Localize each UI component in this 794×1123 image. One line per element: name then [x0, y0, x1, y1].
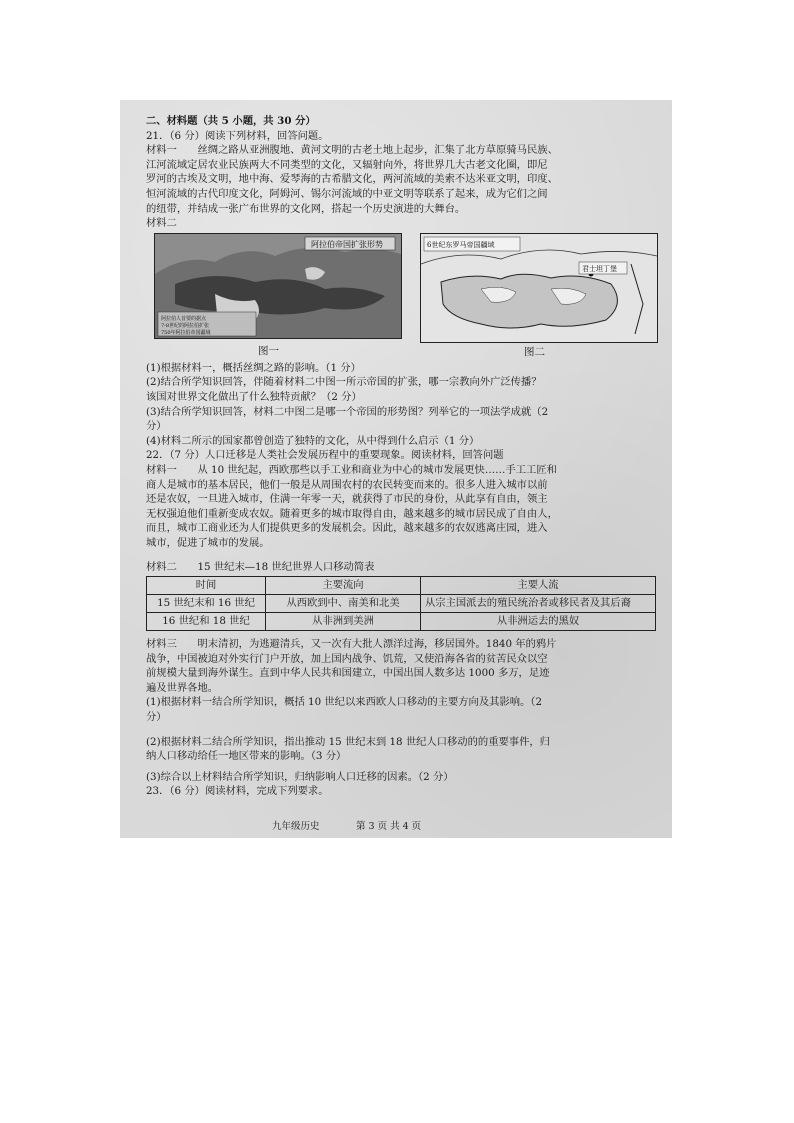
q22-question: (1)根据材料一结合所学知识，概括 10 世纪以来西欧人口移动的主要方向及其影响。（2 [146, 696, 543, 709]
q22-question: (2)根据材料二结合所学知识，指出推动 15 世纪末到 18 世纪人口移动的的重要事件，归 [146, 735, 550, 748]
q21-question: 分） [146, 420, 167, 433]
q22-material3-line: 前规模大量到海外谋生。直到中华人民共和国建立，中国出国人数多达 1000 多万，足迹 [146, 667, 550, 680]
q21-material1-line: 恒河流域的古代印度文化，阿姆河、锡尔河流域的中亚文明等联系了起来，成为它们之间 [146, 187, 548, 200]
table-caption: 材料二 15 世纪末—18 世纪世界人口移动简表 [146, 561, 375, 574]
map1-title: 阿拉伯帝国扩张形势 [311, 239, 383, 249]
table-cell: 从非洲运去的黑奴 [421, 613, 656, 631]
table-cell: 从非洲到美洲 [266, 613, 421, 631]
q21-material1-line: 江河流域定居农业民族两大不同类型的文化，又辐射向外，将世界几大古老文化圈，即尼 [146, 158, 548, 171]
footer-subject: 九年级历史 [272, 821, 320, 832]
migration-table [146, 576, 656, 631]
q22-material3-line: 战争，中国被迫对外实行门户开放，加上国内战争、饥荒，又使沿海各省的贫苦民众以空 [146, 652, 548, 665]
table-header-cell: 时间 [147, 577, 266, 595]
table-cell: 从宗主国派去的殖民统治者或移民者及其后裔 [421, 595, 656, 613]
q22-material1-line: 而且，城市工商业还为人们提供更多的发展机会。因此，越来越多的农奴逃离庄园，进入 [146, 522, 548, 535]
table-header-cell: 主要流向 [266, 577, 421, 595]
q21-question: (4)材料二所示的国家都曾创造了独特的文化，从中得到什么启示（1 分） [146, 434, 480, 447]
map2-city-label: 君士坦丁堡 [582, 264, 617, 273]
scanned-page [120, 100, 672, 838]
table-cell: 16 世纪和 18 世纪 [147, 613, 266, 631]
q22-question: 纳人口移动给任一地区带来的影响。（3 分） [146, 750, 347, 763]
spacer [146, 550, 656, 560]
map-byzantine-empire [420, 233, 658, 343]
q21-material1-line: 的纽带，并结成一张广布世界的文化网，搭起一个历史演进的大舞台。 [146, 202, 466, 215]
q22-header: 22．（7 分）人口迁移是人类社会发展历程中的重要现象。阅读材料，回答问题 [146, 449, 504, 462]
map-arab-empire [154, 233, 402, 339]
q21-material1-line: 材料一 丝绸之路从亚洲腹地、黄河文明的古老土地上起步，汇集了北方草原骑马民族、 [146, 144, 558, 157]
table-row [147, 613, 656, 631]
q23-header: 23．（6 分）阅读材料，完成下列要求。 [146, 785, 329, 798]
q22-question: (3)综合以上材料结合所学知识，归纳影响人口迁移的因素。（2 分） [146, 770, 454, 783]
spacer [146, 725, 656, 735]
q21-material2-label: 材料二 [146, 217, 177, 230]
map1-caption: 图一 [258, 344, 279, 357]
map1-legend-item: 750年阿拉伯帝国疆域 [161, 329, 211, 336]
q22-material1-line: 还是农奴，一旦进入城市，住满一年零一天，就获得了市民的身份，从此享有自由，领主 [146, 493, 548, 506]
q21-question: (2)结合所学知识回答，伴随着材料二中图一所示帝国的扩张，哪一宗教向外广泛传播？ [146, 376, 542, 389]
q21-question: (3)结合所学知识回答，材料二中图二是哪一个帝国的形势图？列举它的一项法学成就（2 [146, 405, 549, 418]
q21-header: 21．（6 分）阅读下列材料，回答问题。 [146, 129, 329, 142]
maps-row [146, 233, 656, 361]
table-header-cell: 主要人流 [421, 577, 656, 595]
footer-page-number: 第 3 页 共 4 页 [356, 821, 422, 832]
q22-material1-line: 材料一 从 10 世纪起，西欧那些以手工业和商业为中心的城市发展更快……手工工匠和 [146, 463, 557, 476]
q22-material1-line: 城市，促进了城市的发展。 [146, 536, 270, 549]
exam-content [146, 114, 656, 799]
map2-caption: 图二 [524, 345, 545, 358]
q22-question: 分） [146, 711, 167, 724]
table-header-row [147, 577, 656, 595]
table-cell: 从西欧到中、南美和北美 [266, 595, 421, 613]
q22-material1-line: 无权强迫他们重新变成农奴。随着更多的城市取得自由，越来越多的城市居民成了自由人， [146, 507, 558, 520]
map-byzantine-empire-graphic [421, 234, 657, 342]
q21-question: (1)根据材料一，概括丝绸之路的影响。（1 分） [146, 361, 361, 374]
map2-title: 6世纪东罗马帝国疆域 [427, 240, 495, 249]
map1-legend-item: 阿拉伯人首要的据点 [161, 315, 207, 322]
q22-material3-line: 遍及世界各地。 [146, 681, 219, 694]
map-arab-empire-graphic [155, 234, 401, 338]
table-row [147, 595, 656, 613]
q21-question: 该国对世界文化做出了什么独特贡献？（2 分） [146, 390, 362, 403]
table-cell: 15 世纪末和 16 世纪 [147, 595, 266, 613]
map1-legend-item: 7-8世纪的阿拉伯扩张 [161, 322, 210, 329]
q22-material3-line: 材料三 明末清初，为逃避清兵，又一次有大批人漂洋过海，移居国外。1840 年的鸦片 [146, 638, 557, 651]
q22-material1-line: 商人是城市的基本居民，他们一般是从周围农村的农民转变而来的。很多人进入城市以前 [146, 478, 548, 491]
section-title: 二、材料题（共 5 小题，共 30 分） [146, 115, 316, 127]
q21-material1-line: 罗河的古埃及文明，地中海、爱琴海的古希腊文化，两河流域的美索不达米亚文明，印度、 [146, 173, 558, 186]
